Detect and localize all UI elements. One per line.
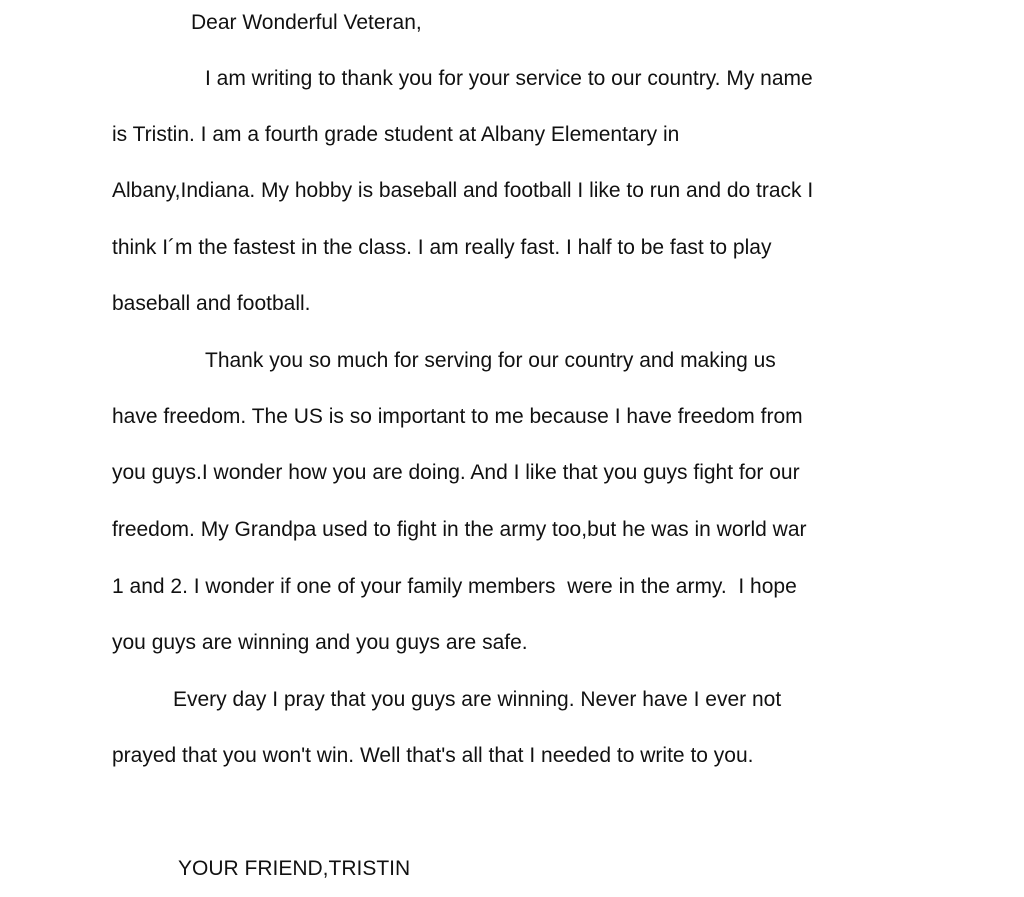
paragraph-1-line: think I´m the fastest in the class. I am really fast. I half to be fast to play: [112, 236, 772, 259]
paragraph-1-line: baseball and football.: [112, 292, 311, 315]
greeting: Dear Wonderful Veteran,: [191, 11, 422, 34]
paragraph-3-line: prayed that you won't win. Well that's all that I needed to write to you.: [112, 744, 754, 767]
paragraph-2-line: freedom. My Grandpa used to fight in the army too,but he was in world war: [112, 518, 807, 541]
paragraph-2-line: have freedom. The US is so important to me because I have freedom from: [112, 405, 803, 428]
paragraph-2-line: you guys are winning and you guys are safe.: [112, 631, 528, 654]
paragraph-1-line: is Tristin. I am a fourth grade student at Albany Elementary in: [112, 123, 680, 146]
paragraph-1-line: I am writing to thank you for your service to our country. My name: [205, 67, 813, 90]
paragraph-2-line: 1 and 2. I wonder if one of your family members were in the army. I hope: [112, 575, 797, 598]
closing-signature: YOUR FRIEND,TRISTIN: [178, 857, 411, 880]
paragraph-1-line: Albany,Indiana. My hobby is baseball and football I like to run and do track I: [112, 179, 814, 202]
paragraph-2-line: you guys.I wonder how you are doing. And I like that you guys fight for our: [112, 461, 800, 484]
paragraph-3-line: Every day I pray that you guys are winning. Never have I ever not: [173, 688, 782, 711]
paragraph-2-line: Thank you so much for serving for our country and making us: [205, 349, 776, 372]
